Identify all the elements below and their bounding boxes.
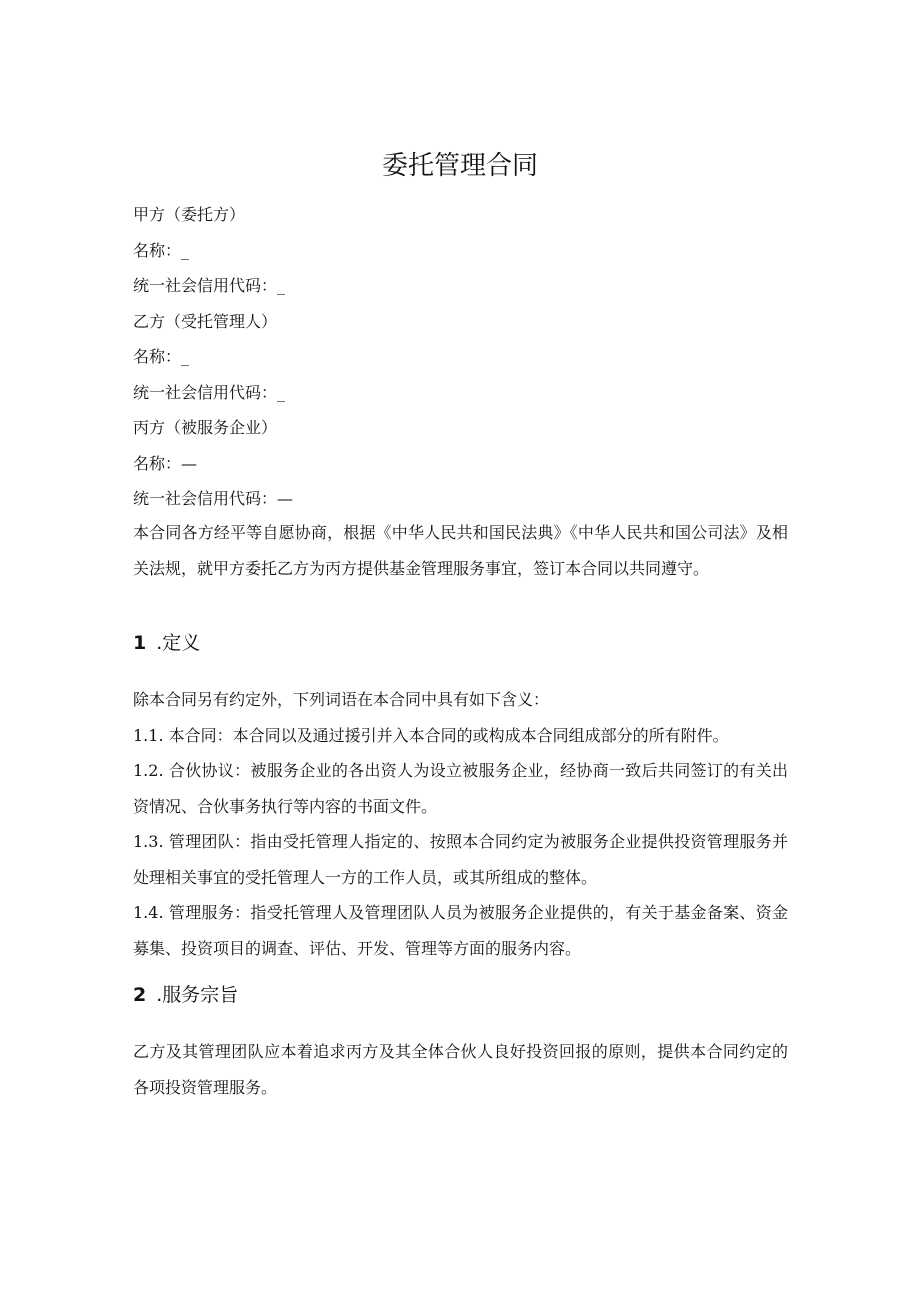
party-b-name: 名称：_ [133, 347, 190, 366]
section-2-heading [133, 976, 788, 1014]
party-info [133, 197, 788, 517]
party-c-heading: 丙方（被服务企业） [133, 418, 278, 437]
section-1-paragraph: 1.1. 本合同：本合同以及通过援引并入本合同的或构成本合同组成部分的所有附件。 [133, 725, 729, 745]
section-2-paragraph: 乙方及其管理团队应本着追求丙方及其全体合伙人良好投资回报的原则，提供本合同约定的各项投资管理服务。 [133, 1042, 788, 1097]
party-a-name: 名称：_ [133, 240, 190, 260]
party-c-name: 名称：— [133, 453, 198, 473]
section-1-number: 1 [133, 632, 147, 654]
party-b-credit-code: 统一社会信用代码：_ [133, 382, 286, 402]
intro-paragraph [133, 515, 788, 586]
party-c-credit-code: 统一社会信用代码：— [133, 489, 294, 508]
party-a-heading: 甲方（委托方） [133, 205, 246, 224]
document-title: 委托管理合同 [381, 151, 538, 181]
party-a-credit-code: 统一社会信用代码：_ [133, 276, 286, 295]
section-1-heading [133, 624, 788, 662]
section-1-title: .定义 [156, 632, 201, 654]
section-1-paragraph: 除本合同另有约定外，下列词语在本合同中具有如下含义： [133, 690, 550, 709]
section-2-body [133, 1034, 788, 1105]
intro-text: 本合同各方经平等自愿协商，根据《中华人民共和国民法典》《中华人民共和国公司法》及相关法规，就甲方委托乙方为丙方提供基金管理服务事宜，签订本合同以共同遵守。 [133, 523, 788, 578]
section-1-paragraph: 1.4. 管理服务：指受托管理人及管理团队人员为被服务企业提供的，有关于基金备案、资金募集、投资项目的调查、评估、开发、管理等方面的服务内容。 [133, 903, 788, 958]
section-2-title: .服务宗旨 [156, 984, 239, 1006]
section-1-paragraph: 1.3. 管理团队：指由受托管理人指定的、按照本合同约定为被服务企业提供投资管理服务并处理相关事宜的受托管理人一方的工作人员，或其所组成的整体。 [133, 832, 788, 887]
section-2-number: 2 [133, 984, 147, 1006]
party-b-heading: 乙方（受托管理人） [133, 311, 278, 331]
section-1-paragraph: 1.2. 合伙协议：被服务企业的各出资人为设立被服务企业，经协商一致后共同签订的有关出资情况、合伙事务执行等内容的书面文件。 [133, 761, 788, 816]
section-1-body [133, 682, 788, 966]
